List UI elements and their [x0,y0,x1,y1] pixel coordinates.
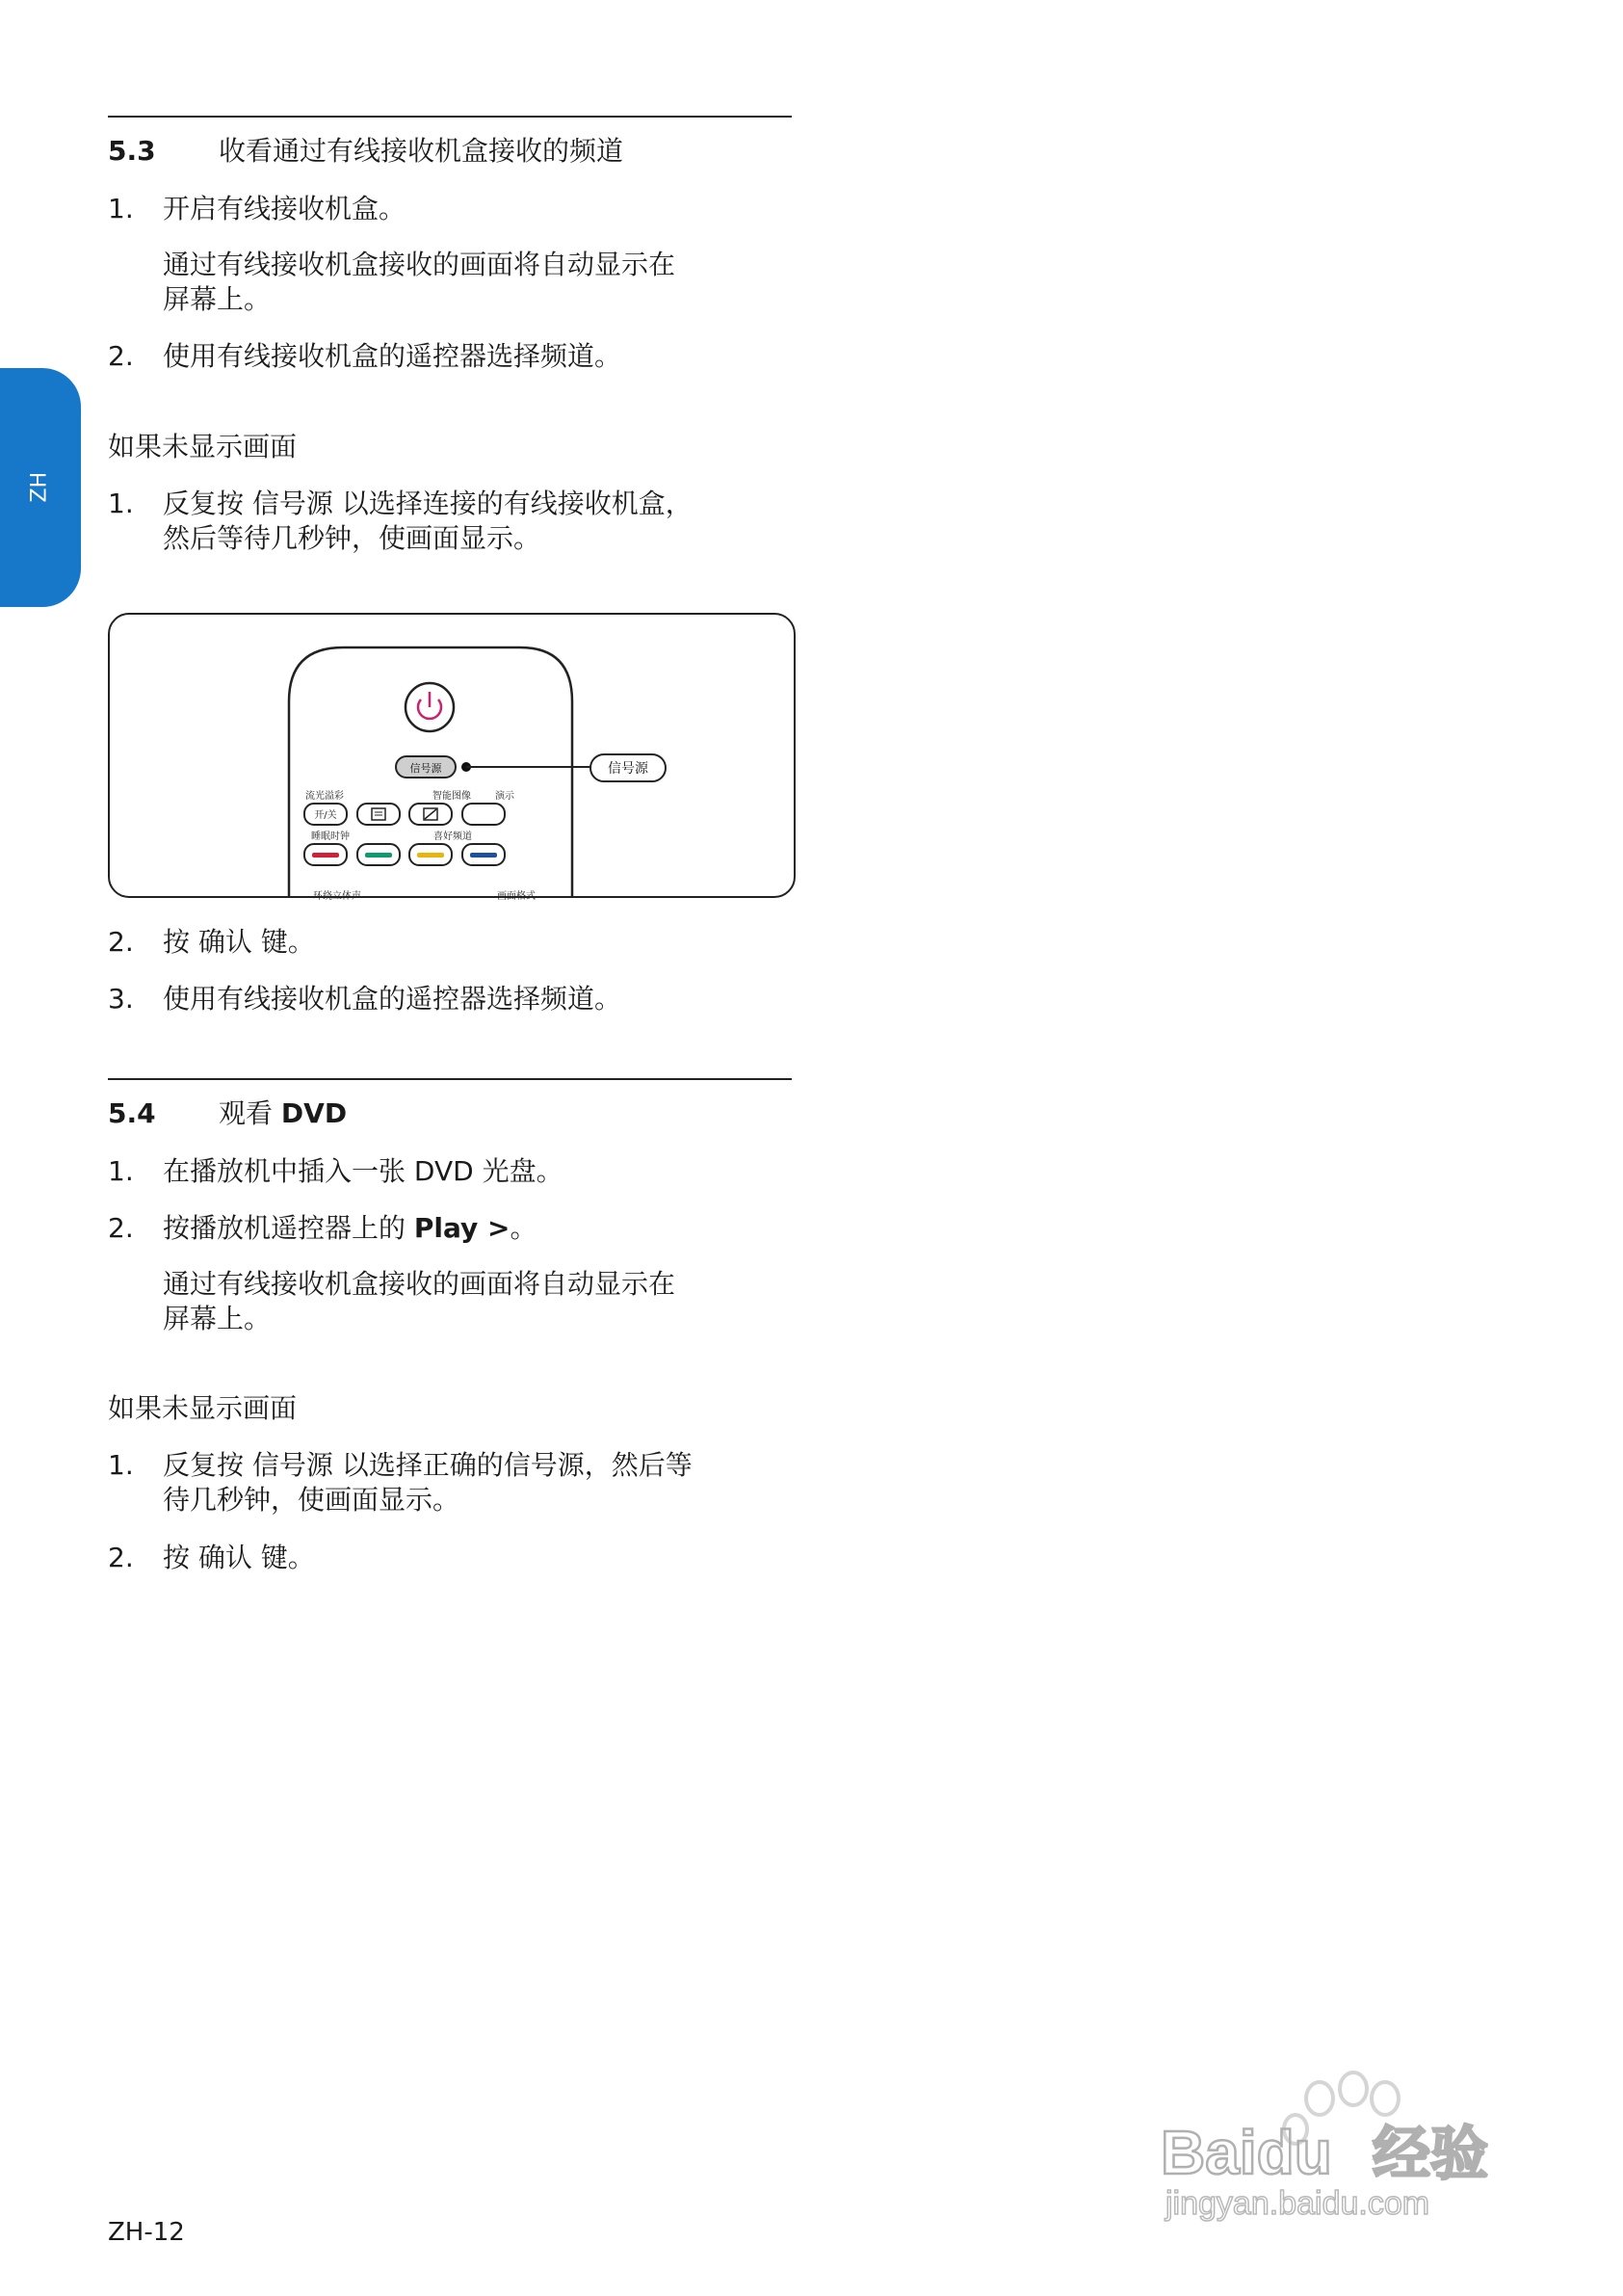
step-line: 反复按 信号源 以选择连接的有线接收机盒， [163,488,693,519]
label-smart-picture: 智能图像 [432,791,471,802]
troubleshoot-heading: 如果未显示画面 [108,1392,298,1424]
baidu-watermark [1151,2060,1556,2224]
note-paragraph [163,1267,798,1336]
step-line: 反复按 信号源 以选择正确的信号源，然后等 [163,1449,693,1481]
watermark-brand: Baidu [1161,2118,1332,2187]
language-tab-label: ZH [27,471,52,503]
label-demo: 演示 [495,791,514,802]
play-key-label: Play > [413,1212,510,1244]
step-number: 1. [108,1449,134,1481]
section-title-bold: DVD [280,1097,348,1129]
label-ambilight: 流光溢彩 [305,791,344,802]
section-number: 5.4 [108,1097,156,1129]
page-number: ZH-12 [108,2218,185,2247]
section-title: 观看 [219,1097,281,1129]
label-format: 画面格式 [497,891,536,902]
section-title: 收看通过有线接收机盒接收的频道 [219,135,624,167]
step-text-suffix: 。 [510,1212,537,1244]
note-line: 通过有线接收机盒接收的画面将自动显示在 [163,1268,676,1300]
demo-button [462,804,505,825]
label-favorites: 喜好频道 [433,831,472,842]
section-divider [108,1078,792,1080]
watermark-url: jingyan.baidu.com [1165,2185,1430,2222]
language-tab [0,368,81,607]
step-number: 1. [108,488,134,519]
callout-label: 信号源 [608,761,648,777]
step-number: 2. [108,1542,134,1573]
step-text: 使用有线接收机盒的遥控器选择频道。 [163,983,622,1015]
note-line: 通过有线接收机盒接收的画面将自动显示在 [163,249,676,280]
watermark-brand-cn: 经验 [1373,2121,1488,2188]
step-text: 按 确认 键。 [163,926,315,958]
step-text [163,1448,798,1517]
section-divider [108,116,792,118]
note-line: 屏幕上。 [163,283,272,315]
step-number: 2. [108,1212,134,1244]
step-text [163,1211,798,1246]
step-line: 待几秒钟，使画面显示。 [163,1484,460,1516]
step-number: 2. [108,340,134,372]
step-text: 按 确认 键。 [163,1542,315,1573]
step-text: 在播放机中插入一张 DVD 光盘。 [163,1155,563,1187]
remote-svg [110,615,794,902]
ambilight-button-label: 开/关 [314,810,337,821]
note-line: 屏幕上。 [163,1303,272,1334]
step-text: 使用有线接收机盒的遥控器选择频道。 [163,340,622,372]
label-surround: 环绕立体声 [313,891,361,902]
step-number: 1. [108,193,134,224]
remote-illustration [108,613,796,902]
troubleshoot-heading: 如果未显示画面 [108,431,298,462]
step-number: 2. [108,926,134,958]
section-5-4-heading [108,1096,347,1131]
step-number: 3. [108,983,134,1015]
note-paragraph [163,248,798,317]
section-5-3-heading [108,134,623,169]
teletext-button [357,804,400,825]
source-button-label: 信号源 [409,762,442,775]
step-number: 1. [108,1155,134,1187]
section-number: 5.3 [108,135,156,167]
step-text-prefix: 按播放机遥控器上的 [163,1212,414,1244]
step-line: 然后等待几秒钟，使画面显示。 [163,522,541,554]
step-text [163,487,798,556]
step-text: 开启有线接收机盒。 [163,193,406,224]
label-sleep: 睡眠时钟 [311,831,350,842]
